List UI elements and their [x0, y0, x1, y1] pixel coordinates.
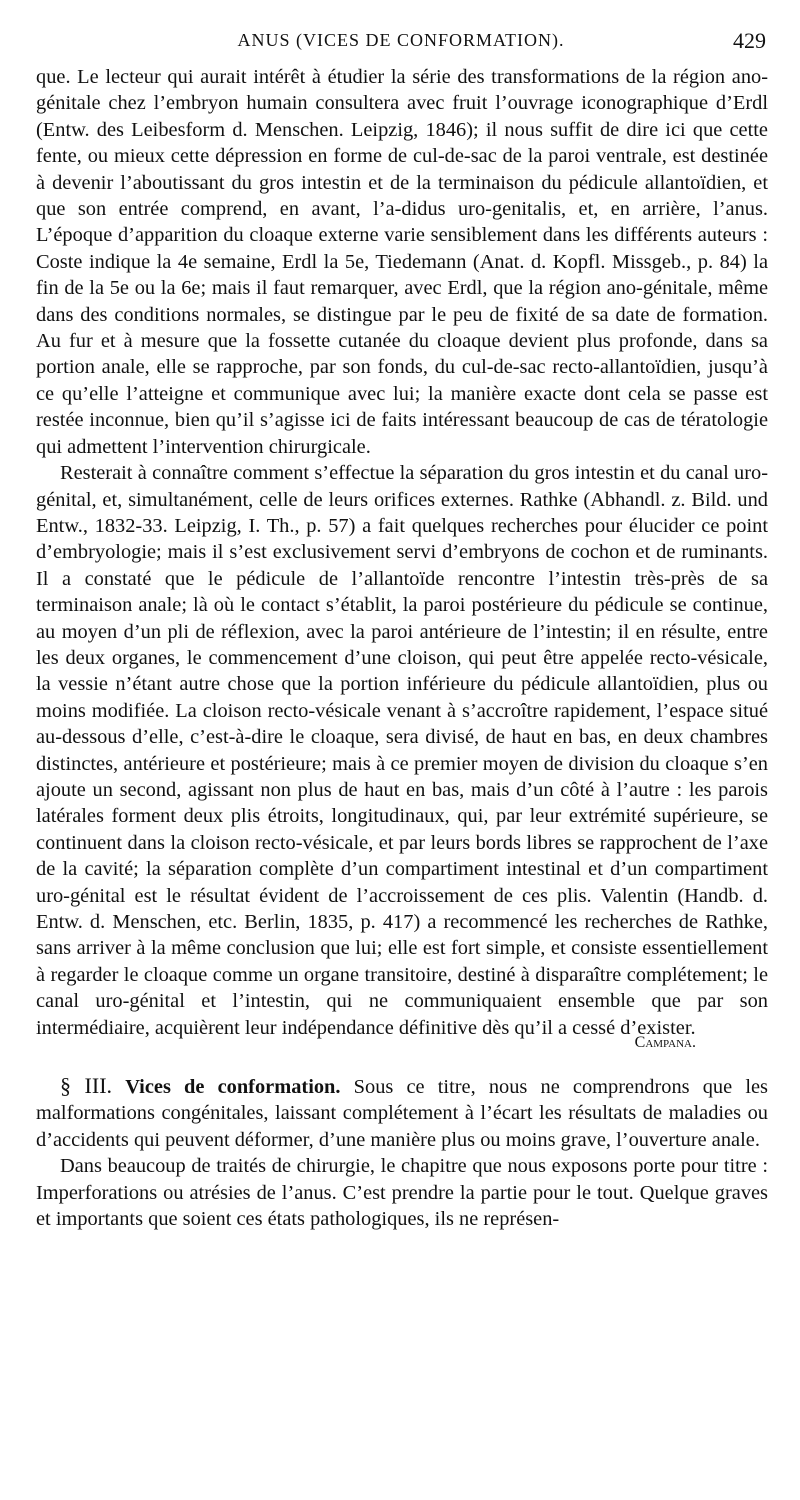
- paragraph-3: [36, 1073, 768, 1153]
- body-text: [36, 64, 768, 1232]
- section-title: Vices de conformation.: [125, 1076, 341, 1099]
- paragraph-4: Dans beaucoup de traités de chirurgie, le chapitre que nous exposons porte pour titre : Imperforations ou atrésies de l’anus. C’est prendre la partie pour le tout. Quelque graves et importants que soient ces états pathologiques, ils ne représen-: [36, 1155, 768, 1231]
- page-number: 429: [733, 28, 766, 53]
- paragraph-3-text: Sous ce titre, nous ne comprendrons que les malformations congénitales, laissant complétement à l’écart les résultats de maladies ou d’accidents qui peuvent déformer, d’une manière plus ou moins grave, l’ouverture anale.: [36, 1076, 768, 1151]
- paragraph-1: que. Le lecteur qui aurait intérêt à étudier la série des transformations de la région ano-génitale chez l’embryon humain consultera avec fruit l’ouvrage iconographique d’Erdl (Entw. des Leibesform d. Menschen. Leipzig, 1846); il nous suffit de dire ici que cette fente, ou mieux cette dépression en forme de cul-de-sac de la paroi ventrale, est destinée à devenir l’aboutissant du gros intestin et de la terminaison du pédicule allantoïdien, et que son entrée comprend, en avant, l’a-didus uro-genitalis, et, en arrière, l’anus. L’époque d’apparition du cloaque externe varie sensiblement dans les différents auteurs : Coste indique la 4e semaine, Erdl la 5e, Tiedemann (Anat. d. Kopfl. Missgeb., p. 84) la fin de la 5e ou la 6e; mais il faut remarquer, avec Erdl, que la région ano-génitale, même dans des conditions normales, se distingue par le peu de fixité de sa date de formation. Au fur et à mesure que la fossette cutanée du cloaque devient plus profonde, dans sa portion anale, elle se rapproche, par son fonds, du cul-de-sac recto-allantoïdien, jusqu’à ce qu’elle l’atteigne et communique avec lui; la manière exacte dont cela se passe est restée inconnue, bien qu’il s’agisse ici de faits intéressant beaucoup de cas de tératologie qui admettent l’intervention chirurgicale.: [36, 66, 768, 458]
- running-title: ANUS (VICES DE CONFORMATION).: [237, 30, 565, 50]
- section-number: § III.: [60, 1073, 113, 1099]
- section-spacer: [36, 1053, 768, 1073]
- author-signature: Campana.: [634, 1034, 696, 1052]
- paragraph-2: Resterait à connaître comment s’effectue la séparation du gros intestin et du canal uro-génital, et, simultanément, celle de leurs orifices externes. Rathke (Abhandl. z. Bild. und Entw., 1832-33. Leipzig, I. Th., p. 57) a fait quelques recherches pour élucider ce point d’embryologie; mais il s’est exclusivement servi d’embryons de cochon et de ruminants. Il a constaté que le pédicule de l’allantoïde rencontre l’intestin très-près de sa terminaison anale; là où le contact s’établit, la paroi postérieure du pédicule se continue, au moyen d’un pli de réflexion, avec la paroi antérieure de l’intestin; il en résulte, entre les deux organes, le commencement d’une cloison, qui peut être appelée recto-vésicale, la vessie n’étant autre chose que la portion inférieure du pédicule allantoïdien, plus ou moins modifiée. La cloison recto-vésicale venant à s’accroître rapidement, l’espace situé au-dessous d’elle, c’est-à-dire le cloaque, sera divisé, de haut en bas, en deux chambres distinctes, antérieure et postérieure; mais à ce premier moyen de division du cloaque s’en ajoute un second, agissant non plus de haut en bas, mais d’un côté à l’autre : les parois latérales forment deux plis étroits, longitudinaux, qui, par leur extrémité supérieure, se continuent dans la cloison recto-vésicale, et par leurs bords libres se rapprochent de l’axe de la cavité; la séparation complète d’un compartiment intestinal et d’un compartiment uro-génital est le résultat évident de l’accroissement de ces plis. Valentin (Handb. d. Entw. d. Menschen, etc. Berlin, 1835, p. 417) a recommencé les recherches de Rathke, sans arriver à la même conclusion que lui; elle est fort simple, et consiste essentiellement à regarder le cloaque comme un organe transitoire, destiné à disparaître complétement; le canal uro-génital et l’intestin, qui ne communiquaient ensemble que par son intermédiaire, acquièrent leur indépendance définitive dès qu’il a cessé d’exister.: [36, 462, 768, 1039]
- page-header: [36, 30, 766, 60]
